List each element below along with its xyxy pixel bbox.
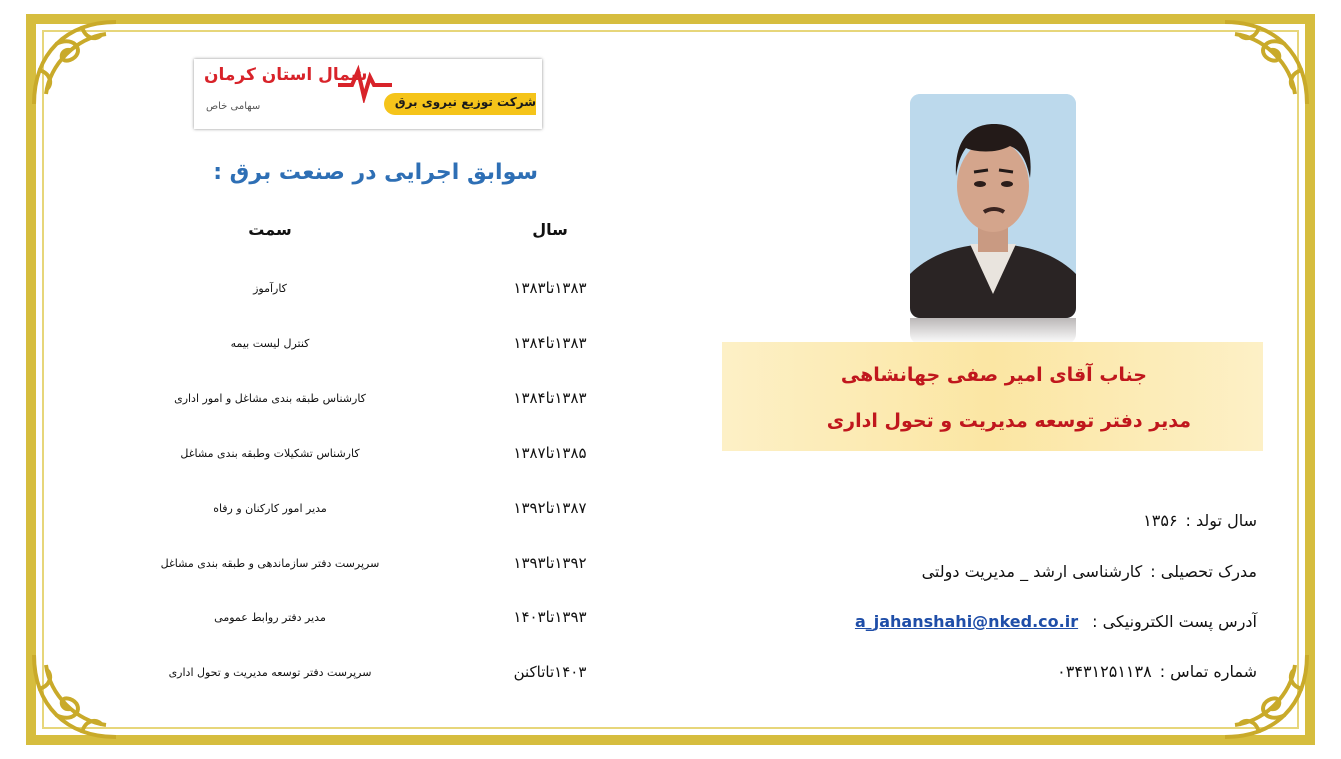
name-banner	[722, 342, 1263, 451]
ornament-corner-icon	[1219, 14, 1315, 110]
history-row	[120, 663, 620, 683]
logo-company-name: شرکت توزیع نیروی برق	[394, 95, 536, 109]
phone-value: ۰۳۴۳۱۲۵۱۱۳۸	[1057, 662, 1152, 681]
history-row	[120, 389, 620, 409]
row-role: مدیر امور کارکنان و رفاه	[213, 502, 327, 515]
ornament-corner-icon	[26, 649, 122, 745]
row-years: ۱۳۹۲تا۱۳۹۳	[513, 554, 587, 572]
row-role: کنترل لیست بیمه	[230, 337, 310, 350]
row-role: سرپرست دفتر توسعه مدیریت و تحول اداری	[168, 666, 372, 679]
history-row	[120, 444, 620, 464]
education-value: کارشناسی ارشد _ مدیریت دولتی	[921, 562, 1143, 581]
birth-year-value: ۱۳۵۶	[1143, 511, 1178, 530]
logo-region-name: شمال استان کرمان	[204, 65, 368, 85]
phone-label: شماره تماس :	[1159, 662, 1257, 681]
column-header-year: سال	[532, 220, 568, 239]
education-label: مدرک تحصیلی :	[1150, 562, 1257, 581]
ornament-corner-icon	[26, 14, 122, 110]
history-row	[120, 279, 620, 299]
row-role: سرپرست دفتر سازماندهی و طبقه بندی مشاغل	[160, 557, 380, 570]
row-years: ۱۳۸۳تا۱۳۸۴	[513, 334, 587, 352]
row-years: ۱۳۸۵تا۱۳۸۷	[513, 444, 587, 462]
logo-subtitle: سهامی خاص	[206, 101, 261, 112]
history-title: سوابق اجرایی در صنعت برق :	[213, 160, 538, 185]
column-header-role: سمت	[248, 220, 292, 239]
birth-year-line	[1143, 511, 1257, 530]
row-years: ۱۳۸۳تا۱۳۸۳	[513, 279, 587, 297]
history-row	[120, 334, 620, 354]
photo-reflection	[910, 318, 1076, 344]
email-label: آدرس پست الکترونیکی :	[1092, 612, 1257, 631]
person-name: جناب آقای امیر صفی جهانشاهی	[840, 364, 1147, 386]
email-line	[855, 612, 1257, 631]
portrait-icon	[910, 94, 1076, 318]
birth-year-label: سال تولد :	[1185, 511, 1257, 530]
row-role: کارشناس تشکیلات وطبقه بندی مشاغل	[180, 447, 360, 460]
row-years: ۱۴۰۳تاتاکنن	[513, 663, 587, 681]
row-years: ۱۳۸۷تا۱۳۹۲	[513, 499, 587, 517]
company-logo	[194, 59, 542, 129]
row-years: ۱۳۹۳تا۱۴۰۳	[513, 608, 587, 626]
profile-photo	[910, 94, 1076, 318]
history-row	[120, 499, 620, 519]
education-line	[922, 562, 1257, 581]
history-row	[120, 608, 620, 628]
row-role: کارآموز	[253, 282, 287, 295]
lightning-icon	[334, 63, 394, 103]
history-row	[120, 554, 620, 574]
row-role: مدیر دفتر روابط عمومی	[214, 611, 326, 624]
row-role: کارشناس طبقه بندی مشاغل و امور اداری	[174, 392, 366, 405]
row-years: ۱۳۸۳تا۱۳۸۴	[513, 389, 587, 407]
person-job-title: مدیر دفتر توسعه مدیریت و تحول اداری	[826, 410, 1191, 432]
email-link[interactable]: a_jahanshahi@nked.co.ir	[854, 612, 1079, 631]
phone-line	[1057, 662, 1257, 681]
